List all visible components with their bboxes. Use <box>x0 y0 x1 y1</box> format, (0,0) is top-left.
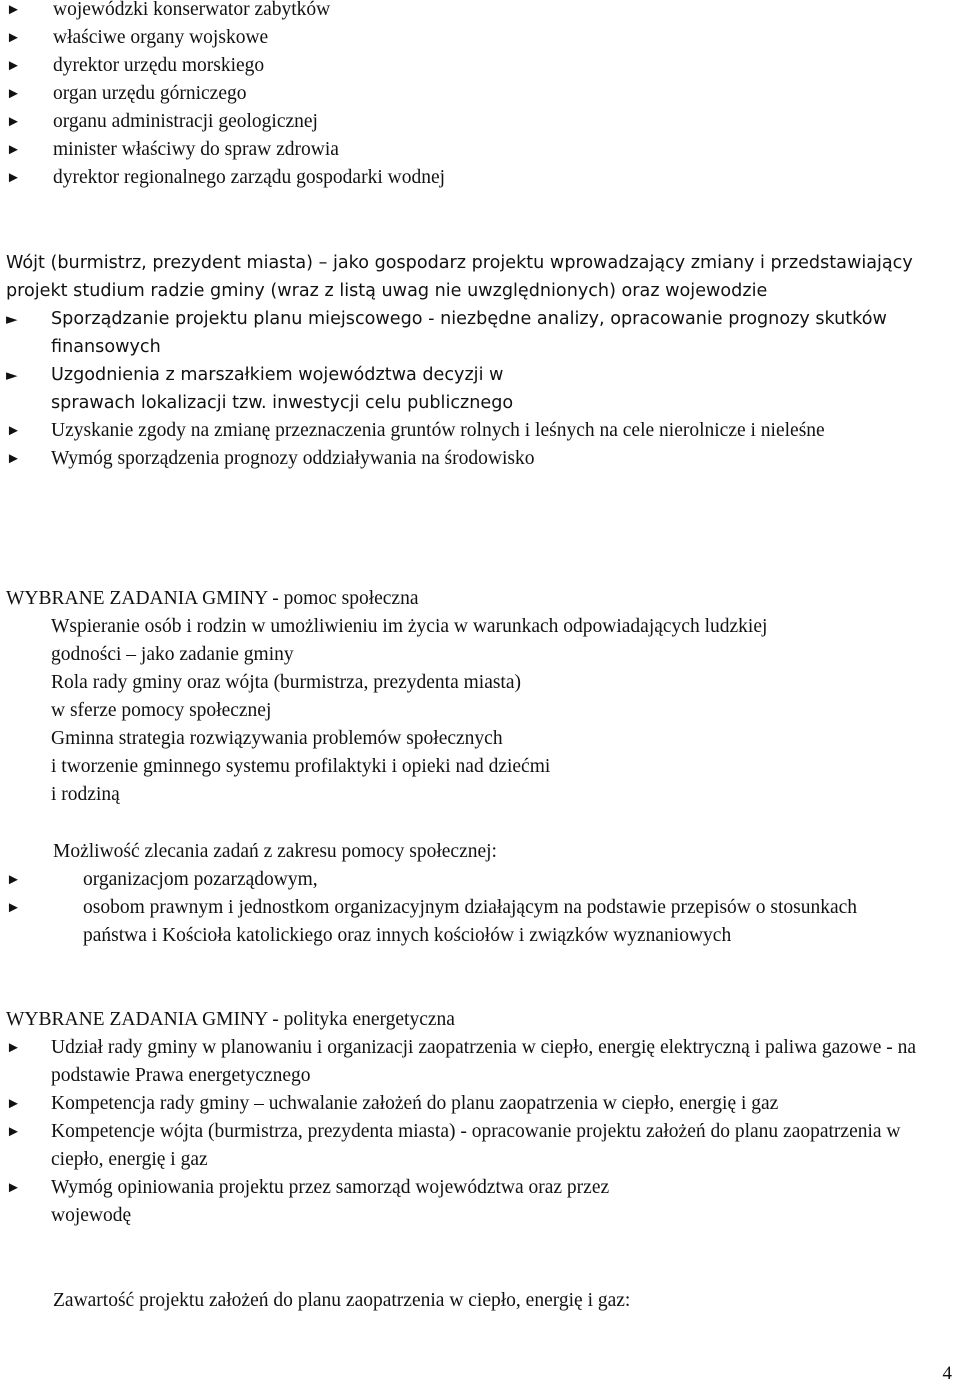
list-item: ► organizacjom pozarządowym, <box>0 866 953 894</box>
page-number: 4 <box>942 1363 952 1384</box>
text-line: Wspieranie osób i rodzin w umożliwieniu im życia w warunkach odpowiadających ludzkiej <box>51 616 768 637</box>
bullet-arrow-icon: ► <box>6 114 21 130</box>
list-item: ► dyrektor regionalnego zarządu gospodarki wodnej <box>6 164 956 192</box>
bullet-arrow-icon: ► <box>6 58 21 74</box>
section-heading: Zawartość projektu założeń do planu zaopatrzenia w ciepło, energię i gaz: <box>53 1290 631 1311</box>
delegation-section <box>6 838 953 950</box>
list-item: ► organ urzędu górniczego <box>6 80 956 108</box>
intro-paragraph: Wójt (burmistrz, prezydent miasta) – jako gospodarz projektu wprowadzający zmiany i przedstawiający projekt studium radzie gminy (wraz z listą uwag nie uwzględnionych) oraz wojewodzie <box>6 253 913 301</box>
bullet-arrow-icon: ► <box>6 1124 21 1140</box>
bullet-arrow-icon: ► <box>6 2 21 18</box>
bullet-arrow-icon: ► <box>6 872 21 888</box>
bullet-arrow-icon: ► <box>6 900 21 916</box>
energy-policy-section <box>6 1006 956 1230</box>
bullet-arrow-icon: ► <box>6 366 18 384</box>
plan-contents-section <box>53 1287 953 1315</box>
text-line: i tworzenie gminnego systemu profilaktyki i opieki nad dziećmi <box>51 756 551 777</box>
bullet-arrow-icon: ► <box>6 1040 21 1056</box>
section-heading: WYBRANE ZADANIA GMINY - pomoc społeczna <box>6 588 419 609</box>
bullet-arrow-icon: ► <box>6 86 21 102</box>
text-line: godności – jako zadanie gminy <box>51 644 294 665</box>
section-heading: Możliwość zlecania zadań z zakresu pomocy społecznej: <box>53 841 497 862</box>
list-item: ► Udział rady gminy w planowaniu i organizacji zaopatrzenia w ciepło, energię elektryczną i paliwa gazowe - na podstawie Prawa energetycznego <box>6 1034 956 1090</box>
section-heading: WYBRANE ZADANIA GMINY - polityka energetyczna <box>6 1009 455 1030</box>
list-item: ► organu administracji geologicznej <box>6 108 956 136</box>
list-item: ► dyrektor urzędu morskiego <box>6 52 956 80</box>
list-item: ► Kompetencja rady gminy – uchwalanie założeń do planu zaopatrzenia w ciepło, energię i gaz <box>6 1090 956 1118</box>
bullet-arrow-icon: ► <box>6 310 18 328</box>
social-assistance-section <box>6 585 956 809</box>
mayor-role-section <box>6 249 956 473</box>
authorities-list <box>6 0 956 192</box>
bullet-arrow-icon: ► <box>6 1096 21 1112</box>
list-item: ► Kompetencje wójta (burmistrza, prezydenta miasta) - opracowanie projektu założeń do planu zaopatrzenia w ciepło, energię i gaz <box>6 1118 956 1174</box>
text-line: w sferze pomocy społecznej <box>51 700 272 721</box>
list-item: ► Uzyskanie zgody na zmianę przeznaczenia gruntów rolnych i leśnych na cele nierolnicze i nieleśne <box>6 417 956 445</box>
list-item: ► Wymóg sporządzenia prognozy oddziaływania na środowisko <box>6 445 956 473</box>
bullet-arrow-icon: ► <box>6 30 21 46</box>
bullet-arrow-icon: ► <box>6 1180 21 1196</box>
list-item: ► wojewódzki konserwator zabytków <box>6 0 956 24</box>
bullet-arrow-icon: ► <box>6 170 21 186</box>
list-item: ► Sporządzanie projektu planu miejscowego - niezbędne analizy, opracowanie prognozy skutków finansowych <box>6 305 956 361</box>
list-item: ► Wymóg opiniowania projektu przez samorząd województwa oraz przez wojewodę <box>6 1174 956 1230</box>
list-item: ► Uzgodnienia z marszałkiem województwa decyzji w sprawach lokalizacji tzw. inwestycji celu publicznego <box>6 361 956 417</box>
text-line: i rodziną <box>51 784 120 805</box>
bullet-arrow-icon: ► <box>6 423 21 439</box>
text-line: Gminna strategia rozwiązywania problemów społecznych <box>51 728 503 749</box>
text-line: Rola rady gminy oraz wójta (burmistrza, prezydenta miasta) <box>51 672 521 693</box>
list-item: ► osobom prawnym i jednostkom organizacyjnym działającym na podstawie przepisów o stosunkach państwa i Kościoła katolickiego oraz innych kościołów i związków wyznaniowych <box>0 894 953 950</box>
list-item: ► właściwe organy wojskowe <box>6 24 956 52</box>
list-item: ► minister właściwy do spraw zdrowia <box>6 136 956 164</box>
bullet-arrow-icon: ► <box>6 142 21 158</box>
bullet-arrow-icon: ► <box>6 451 21 467</box>
